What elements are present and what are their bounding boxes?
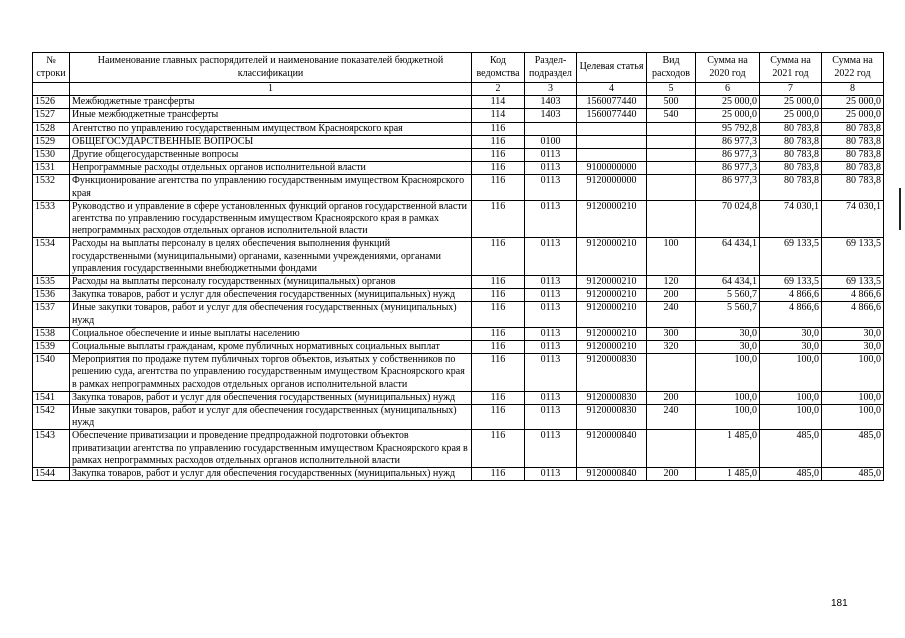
cell-expense-kind — [647, 175, 696, 200]
cell-sum-2020: 30,0 — [696, 341, 760, 354]
cell-sum-2021: 69 133,5 — [760, 276, 822, 289]
header-target-article: Целевая статья — [577, 53, 647, 83]
cell-expense-kind: 300 — [647, 327, 696, 340]
cell-department-code: 114 — [472, 109, 525, 122]
table-row — [33, 200, 884, 238]
cell-row-number: 1544 — [33, 468, 70, 481]
cell-sum-2022: 80 783,8 — [822, 122, 884, 135]
cell-sum-2022: 80 783,8 — [822, 149, 884, 162]
cell-sum-2021: 69 133,5 — [760, 238, 822, 276]
cell-row-number: 1539 — [33, 341, 70, 354]
header-sum-2020: Сумма на 2020 год — [696, 53, 760, 83]
cell-target-article: 9120000840 — [577, 430, 647, 468]
cell-sum-2022: 25 000,0 — [822, 96, 884, 109]
cell-target-article: 9120000210 — [577, 327, 647, 340]
cell-row-number: 1532 — [33, 175, 70, 200]
cell-expense-kind — [647, 122, 696, 135]
header-department-code: Код ведомства — [472, 53, 525, 83]
cell-sum-2022: 30,0 — [822, 341, 884, 354]
cell-row-number: 1535 — [33, 276, 70, 289]
cell-name: Иные закупки товаров, работ и услуг для обеспечения государственных (муниципальных) нужд — [70, 302, 472, 327]
cell-sum-2021: 4 866,6 — [760, 289, 822, 302]
column-number: 7 — [760, 83, 822, 96]
cell-department-code: 116 — [472, 341, 525, 354]
cell-department-code: 116 — [472, 175, 525, 200]
table-row — [33, 238, 884, 276]
cell-row-number: 1526 — [33, 96, 70, 109]
cell-section: 0113 — [525, 162, 577, 175]
cell-sum-2020: 100,0 — [696, 354, 760, 392]
cell-sum-2022: 4 866,6 — [822, 302, 884, 327]
cell-section: 0113 — [525, 289, 577, 302]
cell-target-article: 9120000210 — [577, 289, 647, 302]
cell-name: Расходы на выплаты персоналу государственных (муниципальных) органов — [70, 276, 472, 289]
cell-sum-2021: 25 000,0 — [760, 109, 822, 122]
cell-expense-kind: 500 — [647, 96, 696, 109]
column-number: 1 — [70, 83, 472, 96]
cell-row-number: 1537 — [33, 302, 70, 327]
cell-sum-2021: 80 783,8 — [760, 162, 822, 175]
cell-sum-2020: 70 024,8 — [696, 200, 760, 238]
cell-row-number: 1538 — [33, 327, 70, 340]
page-number: 181 — [831, 598, 848, 609]
cell-department-code: 116 — [472, 405, 525, 430]
cell-row-number: 1533 — [33, 200, 70, 238]
column-number: 6 — [696, 83, 760, 96]
cell-sum-2021: 30,0 — [760, 341, 822, 354]
cell-section: 0113 — [525, 175, 577, 200]
cell-target-article: 9120000210 — [577, 276, 647, 289]
cell-name: Руководство и управление в сфере установленных функций органов государственной власти агентства по управлению государственным имуществом Красноярского края в рамках непрограммных расходов отдельных органов исполнительной власти — [70, 200, 472, 238]
table-row — [33, 289, 884, 302]
cell-department-code: 116 — [472, 135, 525, 148]
header-name: Наименование главных распорядителей и наименование показателей бюджетной классификации — [70, 53, 472, 83]
table-body — [33, 96, 884, 481]
cell-name: Обеспечение приватизации и проведение предпродажной подготовки объектов приватизации агентства по управлению государственным имуществом Красноярского края в рамках непрограммных расходов отдельных органов исполнительной власти — [70, 430, 472, 468]
table-row — [33, 135, 884, 148]
cell-sum-2021: 100,0 — [760, 391, 822, 404]
column-number: 3 — [525, 83, 577, 96]
cell-name: Мероприятия по продаже путем публичных торгов объектов, изъятых у собственников по решению суда, агентства по управлению государственным имуществом Красноярского края в рамках непрограммных расходов отдельных органов исполнительной власти — [70, 354, 472, 392]
table-row — [33, 122, 884, 135]
cell-section: 0113 — [525, 302, 577, 327]
cell-sum-2022: 25 000,0 — [822, 109, 884, 122]
cell-target-article: 9120000840 — [577, 468, 647, 481]
cell-department-code: 116 — [472, 276, 525, 289]
cell-sum-2020: 1 485,0 — [696, 430, 760, 468]
cell-sum-2021: 80 783,8 — [760, 122, 822, 135]
cell-sum-2021: 25 000,0 — [760, 96, 822, 109]
cell-name: Закупка товаров, работ и услуг для обеспечения государственных (муниципальных) нужд — [70, 391, 472, 404]
cell-section — [525, 122, 577, 135]
cell-target-article — [577, 122, 647, 135]
cell-sum-2021: 100,0 — [760, 405, 822, 430]
table-row — [33, 327, 884, 340]
table-row — [33, 175, 884, 200]
cell-target-article — [577, 149, 647, 162]
cell-name: Социальное обеспечение и иные выплаты населению — [70, 327, 472, 340]
cell-sum-2021: 74 030,1 — [760, 200, 822, 238]
header-section: Раздел-подраздел — [525, 53, 577, 83]
cell-expense-kind: 200 — [647, 391, 696, 404]
cell-sum-2021: 100,0 — [760, 354, 822, 392]
cell-sum-2020: 64 434,1 — [696, 276, 760, 289]
cell-department-code: 116 — [472, 327, 525, 340]
cell-target-article: 1560077440 — [577, 109, 647, 122]
table-row — [33, 341, 884, 354]
cell-row-number: 1527 — [33, 109, 70, 122]
cell-sum-2022: 69 133,5 — [822, 276, 884, 289]
cell-name: Функционирование агентства по управлению государственным имуществом Красноярского края — [70, 175, 472, 200]
table-row — [33, 354, 884, 392]
cell-department-code: 116 — [472, 289, 525, 302]
cell-section: 0113 — [525, 276, 577, 289]
cell-department-code: 116 — [472, 200, 525, 238]
cell-expense-kind: 240 — [647, 302, 696, 327]
cell-expense-kind: 240 — [647, 405, 696, 430]
table-header-row — [33, 53, 884, 83]
cell-sum-2022: 30,0 — [822, 327, 884, 340]
cell-target-article — [577, 135, 647, 148]
cell-expense-kind — [647, 162, 696, 175]
cell-sum-2020: 5 560,7 — [696, 289, 760, 302]
cell-sum-2022: 4 866,6 — [822, 289, 884, 302]
cell-name: Иные закупки товаров, работ и услуг для обеспечения государственных (муниципальных) нужд — [70, 405, 472, 430]
header-sum-2021: Сумма на 2021 год — [760, 53, 822, 83]
cell-sum-2020: 100,0 — [696, 391, 760, 404]
cell-name: Иные межбюджетные трансферты — [70, 109, 472, 122]
table-row — [33, 391, 884, 404]
cell-target-article: 1560077440 — [577, 96, 647, 109]
cell-sum-2020: 86 977,3 — [696, 175, 760, 200]
cell-section: 1403 — [525, 96, 577, 109]
cell-department-code: 116 — [472, 430, 525, 468]
cell-row-number: 1541 — [33, 391, 70, 404]
cell-row-number: 1540 — [33, 354, 70, 392]
cell-name: Социальные выплаты гражданам, кроме публичных нормативных социальных выплат — [70, 341, 472, 354]
cell-sum-2022: 80 783,8 — [822, 175, 884, 200]
cell-expense-kind: 320 — [647, 341, 696, 354]
cell-department-code: 116 — [472, 354, 525, 392]
cell-sum-2020: 1 485,0 — [696, 468, 760, 481]
margin-mark — [899, 188, 901, 230]
cell-sum-2022: 100,0 — [822, 354, 884, 392]
cell-row-number: 1543 — [33, 430, 70, 468]
cell-sum-2020: 64 434,1 — [696, 238, 760, 276]
cell-department-code: 116 — [472, 122, 525, 135]
column-number: 5 — [647, 83, 696, 96]
cell-name: Закупка товаров, работ и услуг для обеспечения государственных (муниципальных) нужд — [70, 289, 472, 302]
header-expense-kind: Вид расходов — [647, 53, 696, 83]
cell-expense-kind: 120 — [647, 276, 696, 289]
cell-section: 1403 — [525, 109, 577, 122]
table-row — [33, 96, 884, 109]
cell-department-code: 116 — [472, 468, 525, 481]
cell-sum-2022: 485,0 — [822, 468, 884, 481]
cell-sum-2020: 25 000,0 — [696, 96, 760, 109]
table-row — [33, 162, 884, 175]
header-row-number: № строки — [33, 53, 70, 83]
cell-target-article: 9120000830 — [577, 405, 647, 430]
column-number: 4 — [577, 83, 647, 96]
cell-row-number: 1542 — [33, 405, 70, 430]
cell-row-number: 1529 — [33, 135, 70, 148]
table-row — [33, 430, 884, 468]
cell-expense-kind: 200 — [647, 468, 696, 481]
table-row — [33, 276, 884, 289]
cell-sum-2021: 485,0 — [760, 468, 822, 481]
cell-target-article: 9120000210 — [577, 200, 647, 238]
cell-expense-kind — [647, 200, 696, 238]
cell-section: 0113 — [525, 405, 577, 430]
cell-sum-2020: 100,0 — [696, 405, 760, 430]
cell-row-number: 1531 — [33, 162, 70, 175]
cell-row-number: 1528 — [33, 122, 70, 135]
cell-department-code: 114 — [472, 96, 525, 109]
cell-name: Закупка товаров, работ и услуг для обеспечения государственных (муниципальных) нужд — [70, 468, 472, 481]
cell-sum-2020: 30,0 — [696, 327, 760, 340]
cell-sum-2022: 80 783,8 — [822, 162, 884, 175]
cell-expense-kind: 540 — [647, 109, 696, 122]
cell-section: 0113 — [525, 149, 577, 162]
cell-section: 0113 — [525, 200, 577, 238]
cell-section: 0113 — [525, 354, 577, 392]
table-row — [33, 405, 884, 430]
cell-sum-2022: 80 783,8 — [822, 135, 884, 148]
cell-sum-2020: 86 977,3 — [696, 162, 760, 175]
cell-sum-2022: 100,0 — [822, 391, 884, 404]
cell-sum-2021: 80 783,8 — [760, 135, 822, 148]
cell-section: 0113 — [525, 430, 577, 468]
cell-target-article: 9120000830 — [577, 354, 647, 392]
table-row — [33, 302, 884, 327]
table-row — [33, 149, 884, 162]
cell-department-code: 116 — [472, 149, 525, 162]
column-number: 2 — [472, 83, 525, 96]
cell-row-number: 1536 — [33, 289, 70, 302]
column-number — [33, 83, 70, 96]
cell-name: Непрограммные расходы отдельных органов исполнительной власти — [70, 162, 472, 175]
cell-expense-kind: 200 — [647, 289, 696, 302]
cell-row-number: 1530 — [33, 149, 70, 162]
cell-section: 0113 — [525, 238, 577, 276]
table-row — [33, 109, 884, 122]
cell-sum-2022: 69 133,5 — [822, 238, 884, 276]
cell-expense-kind — [647, 354, 696, 392]
cell-department-code: 116 — [472, 162, 525, 175]
cell-department-code: 116 — [472, 302, 525, 327]
cell-expense-kind — [647, 135, 696, 148]
cell-sum-2022: 74 030,1 — [822, 200, 884, 238]
column-number-row — [33, 83, 884, 96]
cell-section: 0113 — [525, 391, 577, 404]
budget-table — [32, 52, 884, 481]
cell-name: Агентство по управлению государственным имуществом Красноярского края — [70, 122, 472, 135]
cell-expense-kind: 100 — [647, 238, 696, 276]
cell-sum-2020: 86 977,3 — [696, 135, 760, 148]
cell-sum-2020: 95 792,8 — [696, 122, 760, 135]
cell-sum-2022: 485,0 — [822, 430, 884, 468]
cell-expense-kind — [647, 149, 696, 162]
cell-name: ОБЩЕГОСУДАРСТВЕННЫЕ ВОПРОСЫ — [70, 135, 472, 148]
cell-sum-2021: 4 866,6 — [760, 302, 822, 327]
cell-section: 0100 — [525, 135, 577, 148]
budget-table-container — [32, 52, 884, 481]
cell-sum-2020: 5 560,7 — [696, 302, 760, 327]
cell-department-code: 116 — [472, 238, 525, 276]
cell-section: 0113 — [525, 341, 577, 354]
cell-target-article: 9120000830 — [577, 391, 647, 404]
cell-target-article: 9120000000 — [577, 175, 647, 200]
table-row — [33, 468, 884, 481]
cell-sum-2020: 25 000,0 — [696, 109, 760, 122]
cell-sum-2021: 80 783,8 — [760, 175, 822, 200]
cell-name: Межбюджетные трансферты — [70, 96, 472, 109]
cell-sum-2021: 80 783,8 — [760, 149, 822, 162]
cell-name: Другие общегосударственные вопросы — [70, 149, 472, 162]
cell-target-article: 9120000210 — [577, 302, 647, 327]
header-sum-2022: Сумма на 2022 год — [822, 53, 884, 83]
cell-section: 0113 — [525, 468, 577, 481]
cell-sum-2021: 485,0 — [760, 430, 822, 468]
cell-name: Расходы на выплаты персоналу в целях обеспечения выполнения функций государственными (муниципальными) органами, казенными учреждениями, органами управления государственными внебюджетными фондами — [70, 238, 472, 276]
cell-target-article: 9120000210 — [577, 238, 647, 276]
cell-section: 0113 — [525, 327, 577, 340]
cell-sum-2021: 30,0 — [760, 327, 822, 340]
cell-expense-kind — [647, 430, 696, 468]
cell-sum-2020: 86 977,3 — [696, 149, 760, 162]
cell-target-article: 9120000210 — [577, 341, 647, 354]
cell-row-number: 1534 — [33, 238, 70, 276]
cell-department-code: 116 — [472, 391, 525, 404]
cell-sum-2022: 100,0 — [822, 405, 884, 430]
cell-target-article: 9100000000 — [577, 162, 647, 175]
column-number: 8 — [822, 83, 884, 96]
